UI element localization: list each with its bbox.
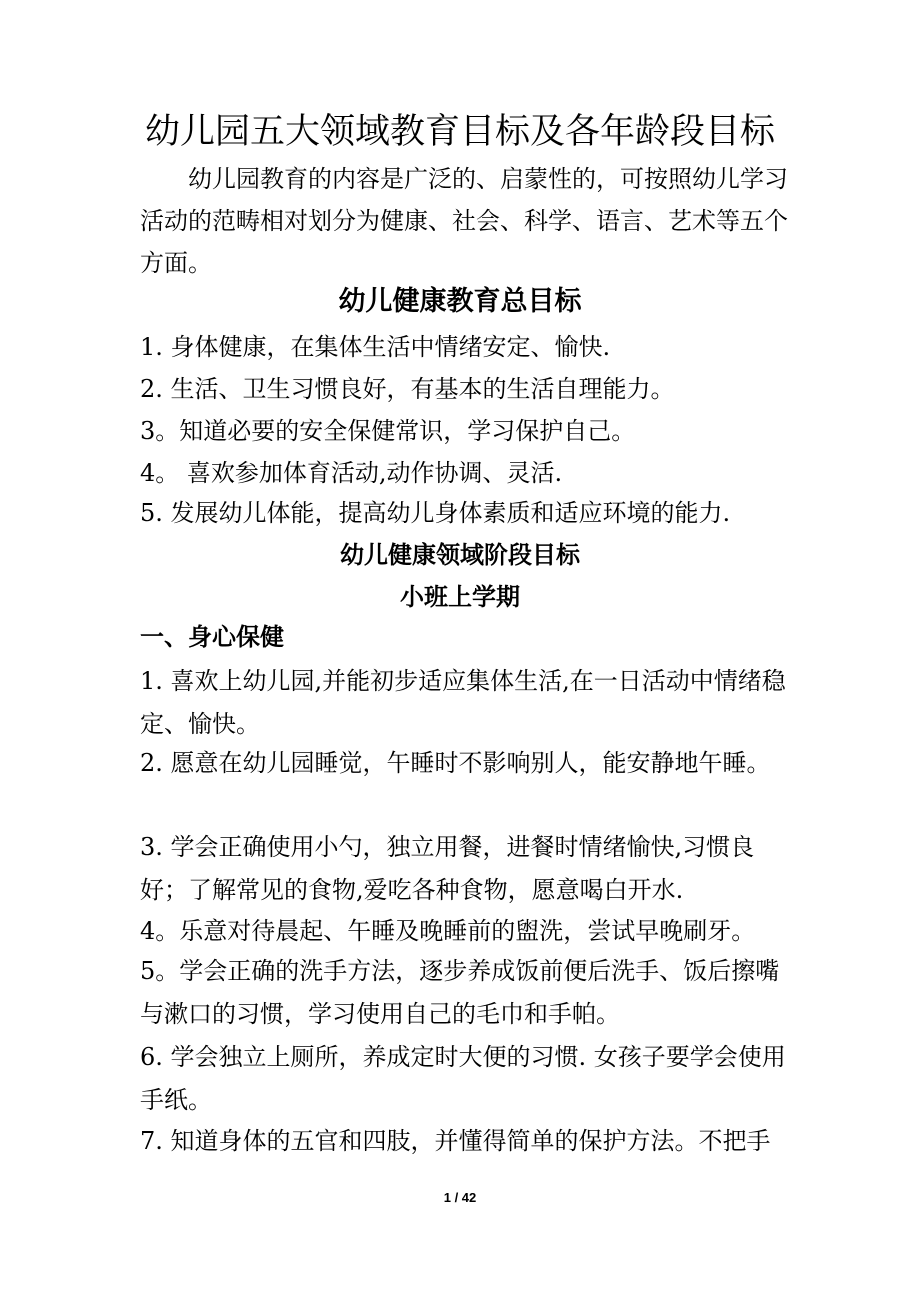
stage-goal-item-7: 7. 知道身体的五官和四肢，并懂得简单的保护方法。不把手: [140, 1127, 771, 1155]
general-goal-item-5: 5. 发展幼儿体能，提高幼儿身体素质和适应环境的能力.: [140, 499, 731, 527]
stage-goal-item-6: 6. 学会独立上厕所，养成定时大便的习惯. 女孩子要学会使用手纸。: [140, 1043, 786, 1114]
page-number: 1 / 42: [443, 1190, 477, 1205]
general-goal-item-3: 3。知道必要的安全保健常识，学习保护自己。: [140, 417, 636, 445]
intro-paragraph: 幼儿园教育的内容是广泛的、启蒙性的，可按照幼儿学习活动的范畴相对划分为健康、社会、科学、语言、艺术等五个方面。: [140, 165, 788, 277]
stage-goal-item-1: 1. 喜欢上幼儿园,并能初步适应集体生活,在一日活动中情绪稳定、愉快。: [140, 667, 786, 738]
stage-goal-item-3: 3. 学会正确使用小勺，独立用餐，进餐时情绪愉快,习惯良好；了解常见的食物,爱吃各种食物，愿意喝白开水.: [140, 833, 755, 904]
health-stage-heading: 幼儿健康领域阶段目标: [340, 540, 580, 569]
stage-goal-item-5: 5。学会正确的洗手方法，逐步养成饭前便后洗手、饭后擦嘴与漱口的习惯，学习使用自己的毛巾和手帕。: [140, 957, 780, 1028]
general-goal-item-1: 1. 身体健康，在集体生活中情绪安定、愉快.: [140, 333, 611, 361]
semester-subheading: 小班上学期: [400, 582, 520, 611]
health-general-heading: 幼儿健康教育总目标: [338, 286, 582, 317]
general-goal-item-4: 4。 喜欢参加体育活动,动作协调、灵活.: [140, 459, 563, 487]
stage-goal-item-2: 2. 愿意在幼儿园睡觉，午睡时不影响别人，能安静地午睡。: [140, 749, 771, 777]
section-title: 一、身心保健: [140, 622, 284, 651]
general-goal-item-2: 2. 生活、卫生习惯良好，有基本的生活自理能力。: [140, 375, 675, 403]
page-title: 幼儿园五大领域教育目标及各年龄段目标: [144, 112, 775, 152]
stage-goal-item-4: 4。乐意对待晨起、午睡及晚睡前的盥洗，尝试早晚刷牙。: [140, 917, 756, 945]
